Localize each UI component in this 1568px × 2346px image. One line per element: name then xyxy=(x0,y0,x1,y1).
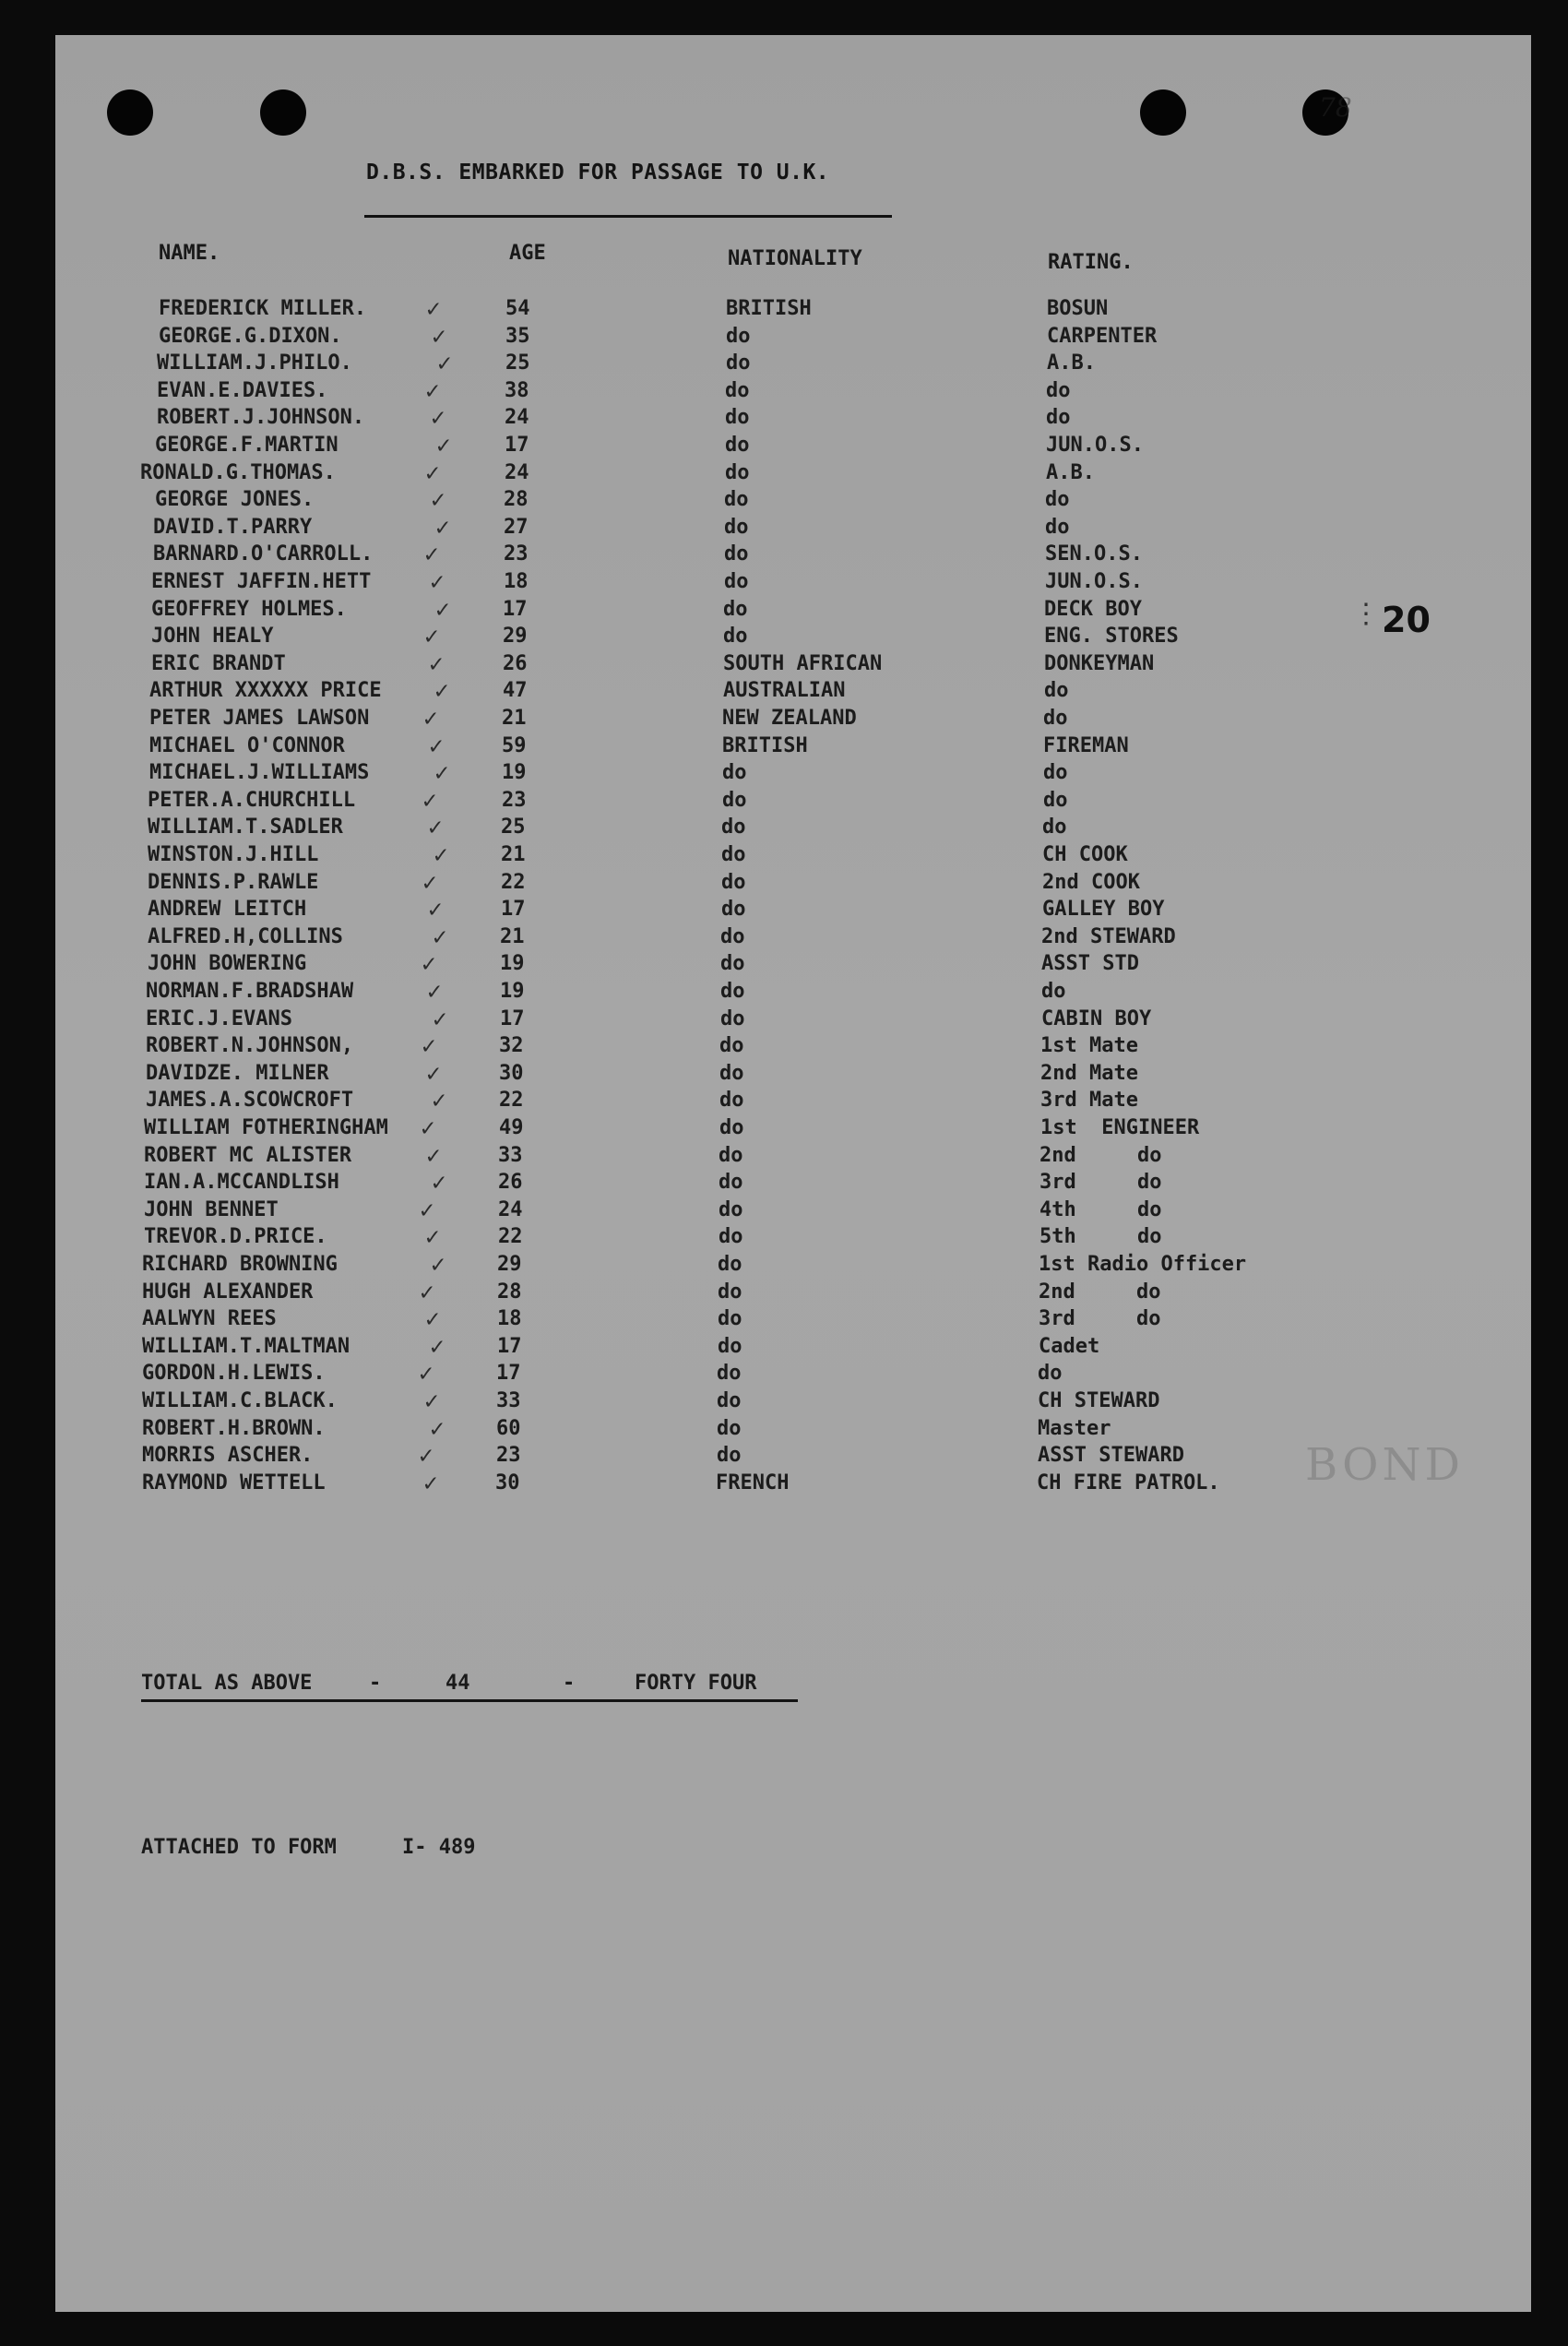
crew-name: HUGH ALEXANDER xyxy=(142,1280,314,1304)
table-row xyxy=(0,923,1568,951)
crew-rating: 3rd do xyxy=(1039,1307,1161,1330)
crew-name: JOHN BOWERING xyxy=(148,952,307,975)
crew-rating: 1st Radio Officer xyxy=(1039,1253,1247,1276)
crew-name: TREVOR.D.PRICE. xyxy=(144,1225,327,1248)
check-mark-icon: ✓ xyxy=(423,1470,438,1497)
crew-name: JOHN BENNET xyxy=(144,1198,279,1221)
crew-rating: 5th do xyxy=(1039,1225,1162,1248)
crew-nationality: do xyxy=(719,1198,743,1221)
table-row xyxy=(0,787,1568,815)
crew-name: WILLIAM.T.MALTMAN xyxy=(142,1335,350,1358)
check-mark-icon: ✓ xyxy=(432,323,446,351)
crew-rating: ENG. STORES xyxy=(1044,625,1179,648)
crew-nationality: do xyxy=(722,789,747,812)
check-mark-icon: ✓ xyxy=(420,1279,434,1306)
crew-nationality: do xyxy=(719,1171,743,1194)
crew-nationality: do xyxy=(726,351,751,375)
total-dash-2: - xyxy=(563,1672,576,1695)
table-row xyxy=(0,1223,1568,1251)
table-row xyxy=(0,377,1568,405)
crew-rating: SEN.O.S. xyxy=(1045,542,1143,566)
crew-age: 38 xyxy=(505,379,529,402)
crew-age: 21 xyxy=(500,925,525,948)
punch-hole-3 xyxy=(1140,89,1186,136)
crew-rating: CH COOK xyxy=(1042,843,1128,866)
crew-name: GEOFFREY HOLMES. xyxy=(151,598,347,621)
table-row xyxy=(0,350,1568,377)
table-row xyxy=(0,841,1568,869)
crew-name: PETER JAMES LAWSON xyxy=(149,707,370,730)
table-row xyxy=(0,1197,1568,1224)
crew-nationality: do xyxy=(719,1062,744,1085)
crew-nationality: NEW ZEALAND xyxy=(722,707,857,730)
check-mark-icon: ✓ xyxy=(421,1114,435,1142)
table-row xyxy=(0,732,1568,760)
crew-name: RAYMOND WETTELL xyxy=(142,1471,326,1495)
crew-nationality: do xyxy=(721,843,746,866)
crew-rating: do xyxy=(1043,789,1068,812)
crew-age: 28 xyxy=(504,488,529,511)
crew-nationality: do xyxy=(719,1034,744,1057)
check-mark-icon: ✓ xyxy=(430,1415,445,1443)
table-row xyxy=(0,1142,1568,1170)
table-row xyxy=(0,1169,1568,1197)
crew-name: ROBERT.N.JOHNSON, xyxy=(146,1034,354,1057)
crew-name: WILLIAM.J.PHILO. xyxy=(157,351,352,375)
header-rating: RATING. xyxy=(1048,251,1134,274)
crew-age: 17 xyxy=(500,1007,525,1030)
crew-nationality: do xyxy=(720,925,745,948)
check-mark-icon: ✓ xyxy=(422,869,437,897)
check-mark-icon: ✓ xyxy=(431,1251,445,1279)
crew-rating: 2nd do xyxy=(1039,1280,1161,1304)
check-mark-icon: ✓ xyxy=(419,1442,434,1470)
crew-age: 19 xyxy=(502,761,527,784)
crew-rating: JUN.O.S. xyxy=(1045,570,1143,593)
crew-age: 22 xyxy=(499,1089,524,1112)
check-mark-icon: ✓ xyxy=(422,1032,436,1060)
check-mark-icon: ✓ xyxy=(426,295,441,323)
table-row xyxy=(0,896,1568,923)
crew-rating: ASST STEWARD xyxy=(1038,1444,1184,1467)
crew-name: GEORGE.F.MARTIN xyxy=(155,434,339,457)
check-mark-icon: ✓ xyxy=(427,978,442,1006)
crew-age: 25 xyxy=(501,816,526,839)
crew-name: FREDERICK MILLER. xyxy=(159,297,367,320)
crew-name: GEORGE JONES. xyxy=(155,488,315,511)
check-mark-icon: ✓ xyxy=(437,350,452,377)
crew-age: 19 xyxy=(500,952,525,975)
check-mark-icon: ✓ xyxy=(435,514,450,542)
crew-nationality: do xyxy=(719,1225,743,1248)
crew-nationality: do xyxy=(719,1089,744,1112)
table-row xyxy=(0,1279,1568,1306)
crew-name: ERIC BRANDT xyxy=(151,652,286,675)
check-mark-icon: ✓ xyxy=(434,677,449,705)
crew-age: 54 xyxy=(505,297,530,320)
check-mark-icon: ✓ xyxy=(426,1060,441,1088)
crew-age: 22 xyxy=(501,871,526,894)
crew-age: 29 xyxy=(497,1253,522,1276)
table-row xyxy=(0,1415,1568,1443)
crew-name: ROBERT MC ALISTER xyxy=(144,1144,352,1167)
check-mark-icon: ✓ xyxy=(419,1360,434,1387)
header-age: AGE xyxy=(509,242,546,265)
crew-age: 23 xyxy=(496,1444,521,1467)
crew-nationality: do xyxy=(725,461,750,484)
check-mark-icon: ✓ xyxy=(436,432,451,459)
crew-name: PETER.A.CHURCHILL xyxy=(148,789,356,812)
check-mark-icon: ✓ xyxy=(431,404,445,432)
check-mark-icon: ✓ xyxy=(425,1223,440,1251)
table-row xyxy=(0,1360,1568,1387)
table-row xyxy=(0,950,1568,978)
crew-nationality: do xyxy=(717,1389,742,1412)
check-mark-icon: ✓ xyxy=(428,896,443,923)
crew-nationality: do xyxy=(721,898,746,921)
check-mark-icon: ✓ xyxy=(434,841,448,869)
crew-name: RICHARD BROWNING xyxy=(142,1253,338,1276)
crew-age: 32 xyxy=(499,1034,524,1057)
document-title: D.B.S. EMBARKED FOR PASSAGE TO U.K. xyxy=(366,161,830,185)
check-mark-icon: ✓ xyxy=(431,486,445,514)
crew-age: 23 xyxy=(504,542,529,566)
total-words: FORTY FOUR xyxy=(635,1672,757,1695)
table-row xyxy=(0,432,1568,459)
crew-name: GORDON.H.LEWIS. xyxy=(142,1362,326,1385)
crew-name: WINSTON.J.HILL xyxy=(148,843,319,866)
crew-age: 60 xyxy=(496,1417,521,1440)
crew-age: 30 xyxy=(499,1062,524,1085)
crew-rating: Master xyxy=(1038,1417,1111,1440)
check-mark-icon: ✓ xyxy=(425,1305,440,1333)
crew-nationality: do xyxy=(718,1280,742,1304)
table-row xyxy=(0,459,1568,487)
total-dash-1: - xyxy=(369,1672,382,1695)
crew-nationality: do xyxy=(720,952,745,975)
crew-name: EVAN.E.DAVIES. xyxy=(157,379,328,402)
crew-rating: A.B. xyxy=(1047,351,1096,375)
crew-nationality: do xyxy=(724,516,749,539)
crew-nationality: BRITISH xyxy=(722,734,808,757)
table-row xyxy=(0,814,1568,841)
crew-rating: CH FIRE PATROL. xyxy=(1037,1471,1220,1495)
check-mark-icon: ✓ xyxy=(424,541,439,568)
crew-name: WILLIAM FOTHERINGHAM xyxy=(144,1116,388,1139)
crew-nationality: do xyxy=(717,1362,742,1385)
crew-rating: 2nd COOK xyxy=(1042,871,1140,894)
crew-age: 24 xyxy=(498,1198,523,1221)
check-mark-icon: ✓ xyxy=(433,1006,447,1033)
table-row xyxy=(0,759,1568,787)
table-row xyxy=(0,486,1568,514)
crew-name: IAN.A.MCCANDLISH xyxy=(144,1171,339,1194)
crew-rating: do xyxy=(1042,816,1067,839)
crew-nationality: do xyxy=(723,598,748,621)
crew-nationality: do xyxy=(725,379,750,402)
crew-rating: do xyxy=(1043,707,1068,730)
check-mark-icon: ✓ xyxy=(423,705,438,732)
crew-name: RONALD.G.THOMAS. xyxy=(140,461,336,484)
total-underline xyxy=(141,1699,798,1702)
table-row xyxy=(0,541,1568,568)
crew-age: 26 xyxy=(503,652,528,675)
crew-rating: 1st Mate xyxy=(1040,1034,1138,1057)
crew-age: 18 xyxy=(504,570,529,593)
crew-rating: do xyxy=(1045,516,1070,539)
crew-rating: do xyxy=(1045,488,1070,511)
table-row xyxy=(0,1251,1568,1279)
attached-form: I- 489 xyxy=(402,1836,476,1859)
crew-age: 26 xyxy=(498,1171,523,1194)
check-mark-icon: ✓ xyxy=(432,1087,446,1114)
crew-nationality: do xyxy=(719,1144,743,1167)
crew-rating: do xyxy=(1041,980,1066,1003)
crew-name: JAMES.A.SCOWCROFT xyxy=(146,1089,354,1112)
check-mark-icon: ✓ xyxy=(425,459,440,487)
crew-age: 17 xyxy=(503,598,528,621)
crew-name: DENNIS.P.RAWLE xyxy=(148,871,319,894)
crew-age: 24 xyxy=(505,406,529,429)
check-mark-icon: ✓ xyxy=(428,814,443,841)
crew-age: 18 xyxy=(497,1307,522,1330)
table-row xyxy=(0,705,1568,732)
crew-nationality: do xyxy=(724,570,749,593)
crew-rating: BOSUN xyxy=(1047,297,1109,320)
crew-nationality: SOUTH AFRICAN xyxy=(723,652,883,675)
crew-name: ROBERT.J.JOHNSON. xyxy=(157,406,365,429)
page-number-bracket: ⋮ xyxy=(1352,598,1380,630)
crew-name: GEORGE.G.DIXON. xyxy=(159,325,342,348)
crew-rating: ASST STD xyxy=(1041,952,1139,975)
crew-rating: DECK BOY xyxy=(1044,598,1142,621)
table-row xyxy=(0,596,1568,624)
crew-name: ANDREW LEITCH xyxy=(148,898,307,921)
crew-nationality: AUSTRALIAN xyxy=(723,679,846,702)
table-row xyxy=(0,514,1568,542)
crew-age: 17 xyxy=(501,898,526,921)
table-row xyxy=(0,323,1568,351)
crew-rating: do xyxy=(1046,379,1071,402)
crew-age: 21 xyxy=(502,707,527,730)
crew-age: 24 xyxy=(505,461,529,484)
crew-age: 19 xyxy=(500,980,525,1003)
crew-nationality: do xyxy=(725,434,750,457)
crew-name: BARNARD.O'CARROLL. xyxy=(153,542,374,566)
crew-rating: FIREMAN xyxy=(1043,734,1129,757)
crew-rating: A.B. xyxy=(1046,461,1095,484)
crew-nationality: do xyxy=(724,542,749,566)
table-row xyxy=(0,650,1568,678)
table-row xyxy=(0,869,1568,897)
crew-rating: GALLEY BOY xyxy=(1042,898,1165,921)
check-mark-icon: ✓ xyxy=(420,1197,434,1224)
crew-name: ERNEST JAFFIN.HETT xyxy=(151,570,372,593)
crew-name: ARTHUR XXXXXX PRICE xyxy=(149,679,382,702)
crew-nationality: do xyxy=(717,1444,742,1467)
title-underline xyxy=(364,215,892,218)
crew-rating: 2nd STEWARD xyxy=(1041,925,1176,948)
crew-age: 35 xyxy=(505,325,530,348)
crew-rating: CABIN BOY xyxy=(1041,1007,1152,1030)
crew-age: 22 xyxy=(498,1225,523,1248)
crew-rating: 1st ENGINEER xyxy=(1040,1116,1200,1139)
crew-nationality: do xyxy=(717,1417,742,1440)
crew-age: 27 xyxy=(504,516,529,539)
crew-age: 49 xyxy=(499,1116,524,1139)
crew-age: 33 xyxy=(498,1144,523,1167)
check-mark-icon: ✓ xyxy=(422,950,436,978)
punch-hole-2 xyxy=(260,89,306,136)
crew-nationality: FRENCH xyxy=(716,1471,790,1495)
crew-name: JOHN HEALY xyxy=(151,625,274,648)
crew-rating: 2nd Mate xyxy=(1040,1062,1138,1085)
crew-nationality: do xyxy=(718,1335,742,1358)
check-mark-icon: ✓ xyxy=(432,1169,446,1197)
crew-nationality: BRITISH xyxy=(726,297,812,320)
crew-rating: 2nd do xyxy=(1039,1144,1162,1167)
crew-name: MICHAEL.J.WILLIAMS xyxy=(149,761,370,784)
crew-rating: 3rd do xyxy=(1039,1171,1162,1194)
crew-nationality: do xyxy=(721,816,746,839)
crew-nationality: do xyxy=(722,761,747,784)
crew-nationality: do xyxy=(723,625,748,648)
crew-age: 29 xyxy=(503,625,528,648)
table-row xyxy=(0,404,1568,432)
check-mark-icon: ✓ xyxy=(426,1142,441,1170)
crew-rating: DONKEYMAN xyxy=(1044,652,1155,675)
page-number: 20 xyxy=(1382,600,1431,640)
header-name: NAME. xyxy=(159,242,220,265)
crew-name: DAVID.T.PARRY xyxy=(153,516,313,539)
crew-age: 17 xyxy=(496,1362,521,1385)
faint-stamp: BOND xyxy=(1305,1439,1464,1491)
crew-rating: JUN.O.S. xyxy=(1046,434,1144,457)
crew-nationality: do xyxy=(721,871,746,894)
crew-name: DAVIDZE. MILNER xyxy=(146,1062,329,1085)
crew-rating: 4th do xyxy=(1039,1198,1162,1221)
crew-name: MICHAEL O'CONNOR xyxy=(149,734,345,757)
table-row xyxy=(0,1470,1568,1497)
table-row xyxy=(0,1387,1568,1415)
crew-name: ALFRED.H,COLLINS xyxy=(148,925,343,948)
crew-rating: do xyxy=(1046,406,1071,429)
total-number: 44 xyxy=(445,1672,470,1695)
crew-age: 30 xyxy=(495,1471,520,1495)
table-row xyxy=(0,568,1568,596)
crew-age: 23 xyxy=(502,789,527,812)
table-row xyxy=(0,623,1568,650)
check-mark-icon: ✓ xyxy=(424,1387,439,1415)
crew-name: ERIC.J.EVANS xyxy=(146,1007,292,1030)
crew-rating: CARPENTER xyxy=(1047,325,1158,348)
table-row xyxy=(0,1442,1568,1470)
check-mark-icon: ✓ xyxy=(424,623,439,650)
check-mark-icon: ✓ xyxy=(425,377,440,405)
table-row xyxy=(0,1305,1568,1333)
check-mark-icon: ✓ xyxy=(429,732,444,760)
header-nationality: NATIONALITY xyxy=(728,247,862,270)
crew-age: 17 xyxy=(497,1335,522,1358)
table-row xyxy=(0,1087,1568,1114)
crew-age: 33 xyxy=(496,1389,521,1412)
crew-nationality: do xyxy=(725,406,750,429)
table-row xyxy=(0,1032,1568,1060)
table-row xyxy=(0,1060,1568,1088)
crew-nationality: do xyxy=(719,1116,744,1139)
crew-rating: CH STEWARD xyxy=(1038,1389,1160,1412)
crew-rating: do xyxy=(1043,761,1068,784)
crew-age: 47 xyxy=(503,679,528,702)
attached-label: ATTACHED TO FORM xyxy=(141,1836,337,1859)
check-mark-icon: ✓ xyxy=(434,759,449,787)
crew-age: 17 xyxy=(505,434,529,457)
table-row xyxy=(0,677,1568,705)
crew-nationality: do xyxy=(724,488,749,511)
crew-age: 25 xyxy=(505,351,530,375)
crew-rating: 3rd Mate xyxy=(1040,1089,1138,1112)
crew-name: NORMAN.F.BRADSHAW xyxy=(146,980,354,1003)
punch-hole-1 xyxy=(107,89,153,136)
crew-name: AALWYN REES xyxy=(142,1307,277,1330)
table-row xyxy=(0,978,1568,1006)
crew-nationality: do xyxy=(718,1253,742,1276)
crew-name: MORRIS ASCHER. xyxy=(142,1444,314,1467)
check-mark-icon: ✓ xyxy=(429,650,444,678)
crew-name: ROBERT.H.BROWN. xyxy=(142,1417,326,1440)
crew-nationality: do xyxy=(720,980,745,1003)
crew-rating: Cadet xyxy=(1039,1335,1100,1358)
total-label: TOTAL AS ABOVE xyxy=(141,1672,313,1695)
check-mark-icon: ✓ xyxy=(435,596,450,624)
check-mark-icon: ✓ xyxy=(422,787,437,815)
table-row xyxy=(0,1006,1568,1033)
crew-age: 28 xyxy=(497,1280,522,1304)
crew-nationality: do xyxy=(726,325,751,348)
crew-rating: do xyxy=(1038,1362,1063,1385)
crew-age: 59 xyxy=(502,734,527,757)
crew-name: WILLIAM.T.SADLER xyxy=(148,816,343,839)
check-mark-icon: ✓ xyxy=(433,923,447,951)
check-mark-icon: ✓ xyxy=(430,568,445,596)
table-row xyxy=(0,295,1568,323)
check-mark-icon: ✓ xyxy=(430,1333,445,1361)
table-row xyxy=(0,1333,1568,1361)
crew-name: WILLIAM.C.BLACK. xyxy=(142,1389,338,1412)
table-row xyxy=(0,1114,1568,1142)
crew-age: 21 xyxy=(501,843,526,866)
pencil-annotation: 78 xyxy=(1319,92,1352,123)
crew-nationality: do xyxy=(720,1007,745,1030)
crew-rating: do xyxy=(1044,679,1069,702)
crew-nationality: do xyxy=(718,1307,742,1330)
